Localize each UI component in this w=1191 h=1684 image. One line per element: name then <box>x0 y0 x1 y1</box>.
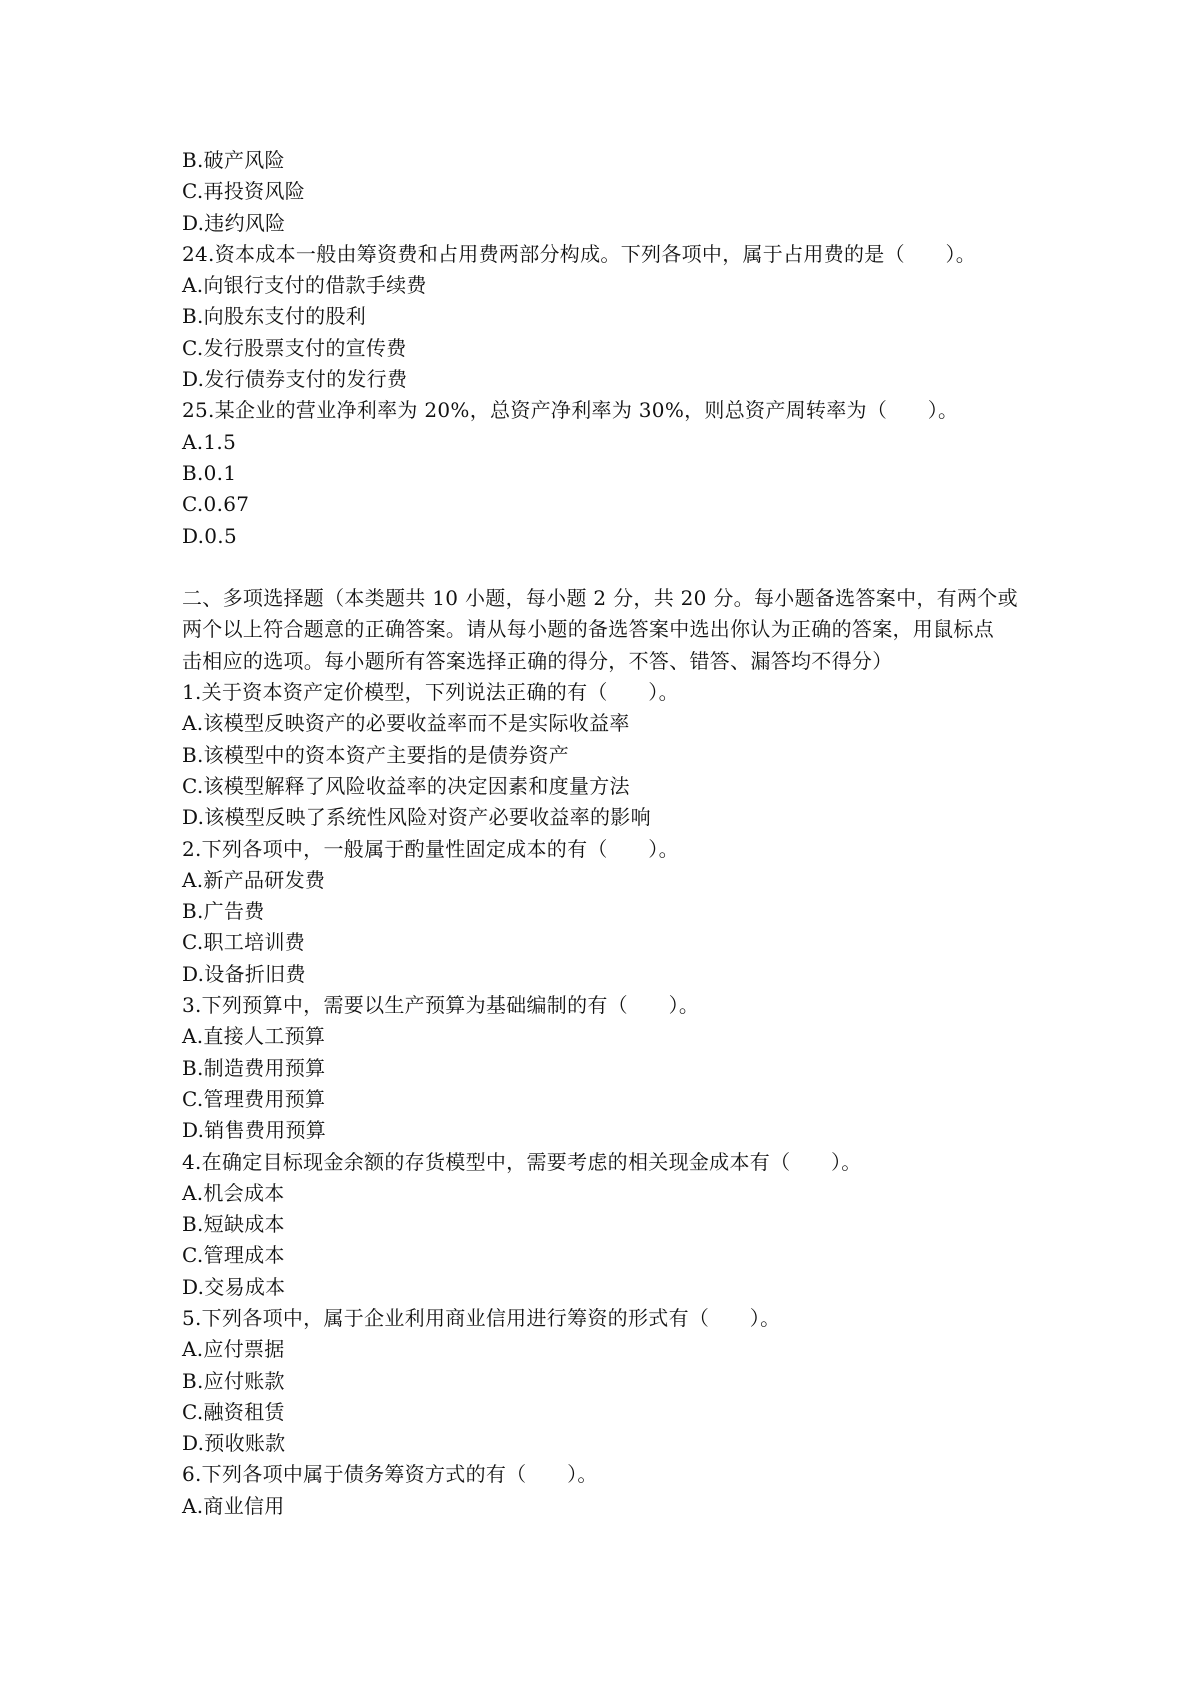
option-a-text: A.直接人工预算 <box>182 1024 326 1049</box>
option-d-text: D.销售费用预算 <box>182 1118 327 1143</box>
option-c-text: C.管理成本 <box>182 1243 285 1268</box>
option-c-text: C.0.67 <box>182 492 250 517</box>
multiple-choice-questions <box>182 677 1022 1522</box>
section-spacer <box>182 552 1022 583</box>
option-c-text: C.管理费用预算 <box>182 1086 326 1111</box>
option-d-text: D.违约风险 <box>182 210 286 235</box>
section-heading <box>182 583 1022 677</box>
question-5-text: 5.下列各项中，属于企业利用商业信用进行筹资的形式有（ ）。 <box>182 1305 781 1330</box>
option-c-text: C.再投资风险 <box>182 179 306 204</box>
option-c-text: C.该模型解释了风险收益率的决定因素和度量方法 <box>182 773 630 798</box>
option-d-text: D.0.5 <box>182 523 237 548</box>
option-c-text: C.发行股票支付的宣传费 <box>182 335 407 360</box>
option-a-text: A.商业信用 <box>182 1493 285 1518</box>
option-a-text: A.机会成本 <box>182 1180 285 1205</box>
option-b-text: B.破产风险 <box>182 148 285 172</box>
question-24-text: 24.资本成本一般由筹资费和占用费两部分构成。下列各项中，属于占用费的是（ ）。 <box>182 241 977 266</box>
option-b-text: B.短缺成本 <box>182 1212 285 1237</box>
option-b-text: B.该模型中的资本资产主要指的是债券资产 <box>182 742 570 767</box>
option-b-text: B.0.1 <box>182 460 237 485</box>
option-d-text: D.预收账款 <box>182 1431 286 1456</box>
section-heading-line: 二、多项选择题（本类题共 10 小题，每小题 2 分，共 20 分。每小题备选答案中，有两个或 <box>182 586 1018 611</box>
section-heading-line: 击相应的选项。每小题所有答案选择正确的得分，不答、错答、漏答均不得分） <box>182 648 893 673</box>
question-3-text: 3.下列预算中，需要以生产预算为基础编制的有（ ）。 <box>182 993 700 1018</box>
option-a-text: A.新产品研发费 <box>182 867 326 892</box>
single-choice-tail <box>182 145 1022 552</box>
option-d-text: D.设备折旧费 <box>182 961 306 986</box>
question-4-text: 4.在确定目标现金余额的存货模型中，需要考虑的相关现金成本有（ ）。 <box>182 1149 862 1174</box>
option-b-text: B.向股东支付的股利 <box>182 304 367 329</box>
option-a-text: A.应付票据 <box>182 1337 285 1362</box>
option-c-text: C.融资租赁 <box>182 1399 285 1424</box>
section-heading-line: 两个以上符合题意的正确答案。请从每小题的备选答案中选出你认为正确的答案，用鼠标点 <box>182 617 994 642</box>
option-b-text: B.制造费用预算 <box>182 1055 326 1080</box>
option-d-text: D.交易成本 <box>182 1274 286 1299</box>
option-a-text: A.该模型反映资产的必要收益率而不是实际收益率 <box>182 711 630 736</box>
option-d-text: D.发行债券支付的发行费 <box>182 367 408 392</box>
option-c-text: C.职工培训费 <box>182 930 306 955</box>
question-1-text: 1.关于资本资产定价模型，下列说法正确的有（ ）。 <box>182 680 679 705</box>
option-b-text: B.应付账款 <box>182 1368 285 1393</box>
question-6-text: 6.下列各项中属于债务筹资方式的有（ ）。 <box>182 1462 598 1487</box>
document-body <box>182 145 1022 1522</box>
question-2-text: 2.下列各项中，一般属于酌量性固定成本的有（ ）。 <box>182 836 679 861</box>
option-a-text: A.向银行支付的借款手续费 <box>182 273 427 298</box>
option-a-text: A.1.5 <box>182 429 237 454</box>
option-d-text: D.该模型反映了系统性风险对资产必要收益率的影响 <box>182 805 651 830</box>
question-25-text: 25.某企业的营业净利率为 20%，总资产净利率为 30%，则总资产周转率为（ ）。 <box>182 398 959 423</box>
option-b-text: B.广告费 <box>182 899 265 924</box>
